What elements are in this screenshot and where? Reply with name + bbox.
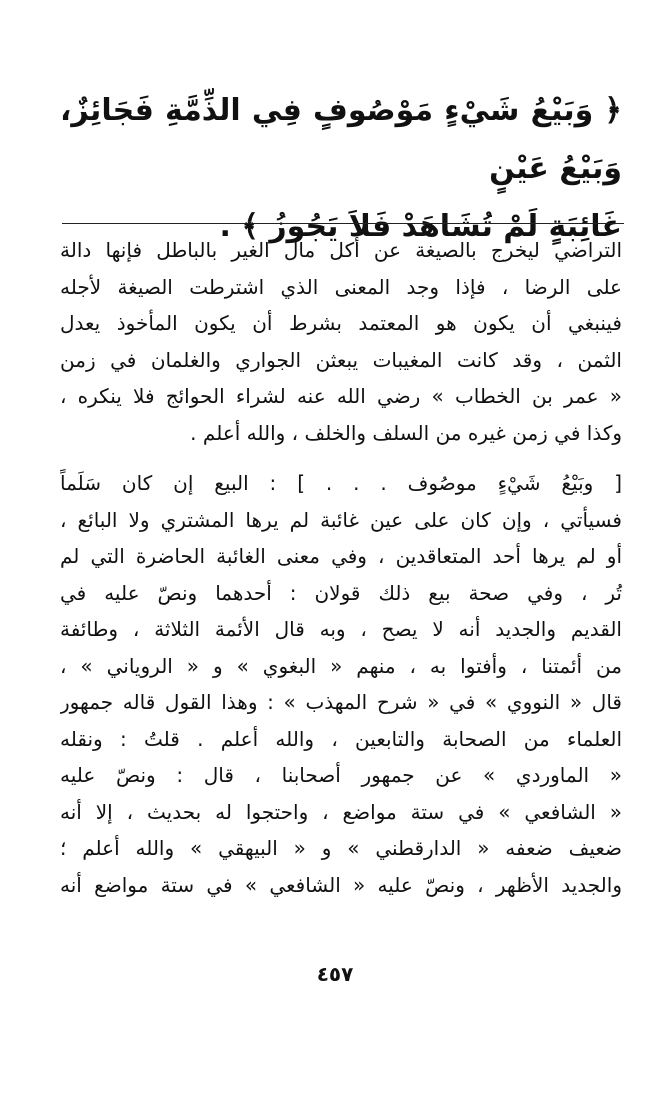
page-number: ٤٥٧	[316, 962, 354, 986]
text-line: والجديد الأظهر ، ونصّ عليه « الشافعي » في ستة مواضع أنه	[60, 872, 622, 897]
text-line: من أئمتنا ، وأفتوا به ، منهم « البغوي » و « الروياني » ،	[60, 653, 622, 678]
matn-line: غَائِبَةٍ لَمْ تُشَاهَدْ فَلاَ يَجُوزُ ﴾ .	[219, 209, 622, 244]
text-line: [ وبَيْعُ شَيْءٍ موصُوف . . . ] : البيع إن كان سَلَماً	[60, 471, 622, 495]
paragraph-gap	[60, 451, 622, 465]
text-line: « الشافعي » في ستة مواضع ، واحتجوا له بحديث ، إلا أنه	[60, 799, 622, 824]
text-line: فسيأتي ، وإن كان على عين غائبة لم يرها المشتري ولا البائع ،	[60, 507, 622, 532]
text-line: قال « النووي » في « شرح المهذب » : وهذا القول قاله جمهور	[60, 690, 622, 714]
commentary-paragraph-2	[60, 465, 622, 903]
text-line: فينبغي أن يكون هو المعتمد بشرط أن يكون المأخوذ يعدل	[60, 311, 622, 335]
text-line: العلماء من الصحابة والتابعين ، والله أعلم . قلتُ : ونقله	[60, 726, 622, 751]
text-line: « عمر بن الخطاب » رضي الله عنه لشراء الحوائج فلا ينكره ،	[60, 384, 622, 408]
separator-rule	[62, 223, 624, 224]
text-line: أو لم يرها أحد المتعاقدين ، وفي معنى الغائبة الحاضرة التي لم	[60, 544, 622, 568]
matn-line: ﴿ وَبَيْعُ شَيْءٍ مَوْصُوفٍ فِي الذِّمَّةِ فَجَائِزٌ، وَبَيْعُ عَيْنٍ	[60, 93, 622, 186]
text-line: تُر ، وفي صحة بيع ذلك قولان : أحدهما ونصّ عليه في	[60, 580, 622, 605]
text-line: القديم والجديد أنه لا يصح ، وبه قال الأئمة الثلاثة ، وطائفة	[60, 617, 622, 641]
matn-text	[60, 82, 622, 256]
text-line: « الماوردي » عن جمهور أصحابنا ، قال : ونصّ عليه	[60, 763, 622, 787]
text-line: ضعيف ضعفه « الدارقطني » و « البيهقي » والله أعلم ؛	[60, 836, 622, 860]
text-line: التراضي ليخرج بالصيغة عن أكل مال الغير بالباطل فإنها دالة	[60, 238, 622, 262]
text-line: وكذا في زمن غيره من السلف والخلف ، والله أعلم .	[190, 420, 622, 445]
text-line: على الرضا ، فإذا وجد المعنى الذي اشترطت الصيغة لأجله	[60, 274, 622, 299]
text-line: الثمن ، وقد كانت المغيبات يبعثن الجواري والغلمان في زمن	[60, 347, 622, 372]
commentary-paragraph-1	[60, 232, 622, 451]
commentary-text	[60, 232, 622, 903]
